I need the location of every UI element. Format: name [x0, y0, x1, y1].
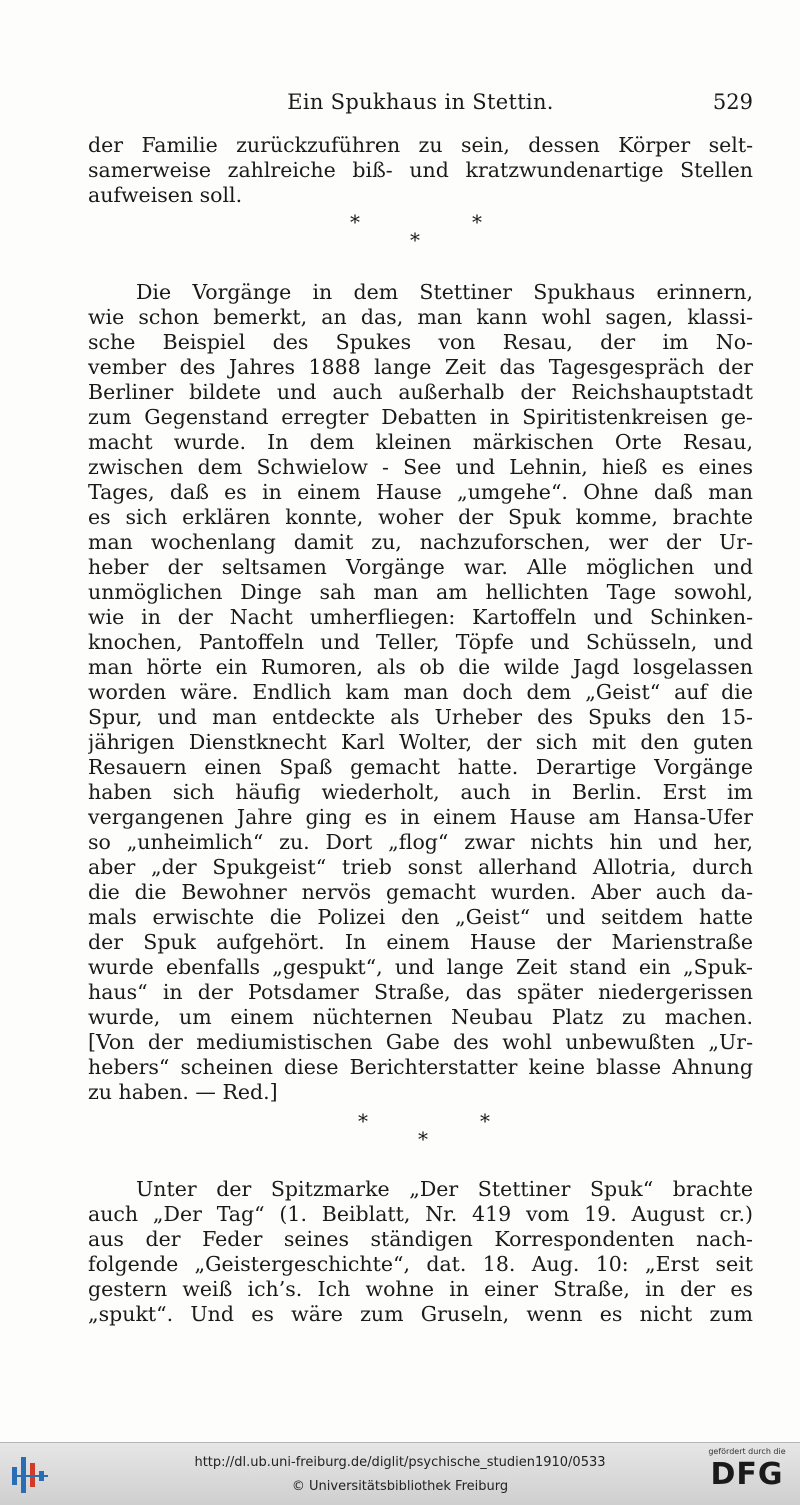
text-line: zum Gegenstand erregter Debatten in Spiritistenkreisen ge- — [88, 405, 753, 429]
text-line: aus der Feder seines ständigen Korrespondenten nach- — [88, 1227, 753, 1251]
text-line: Tages, daß es in einem Hause „umgehe“. Ohne daß man — [88, 480, 753, 504]
text-line: mals erwischte die Polizei den „Geist“ und seitdem hatte — [88, 905, 753, 929]
text-line: vergangenen Jahre ging es in einem Hause am Hansa-Ufer — [88, 805, 753, 829]
dfg-caption: gefördert durch die — [708, 1447, 786, 1456]
text-line: aufweisen soll. — [88, 183, 243, 207]
text-line: Die Vorgänge in dem Stettiner Spukhaus erinnern, — [136, 280, 753, 304]
text-line: haus“ in der Potsdamer Straße, das später niedergerissen — [88, 980, 753, 1004]
footer-bar — [0, 1442, 800, 1505]
text-line: zwischen dem Schwielow - See und Lehnin, hieß es eines — [88, 455, 753, 479]
footer-url[interactable]: http://dl.ub.uni-freiburg.de/diglit/psychische_studien1910/0533 — [194, 1455, 606, 1470]
text-line: aber „der Spukgeist“ trieb sonst allerhand Allotria, durch — [88, 855, 753, 879]
text-line: folgende „Geistergeschichte“, dat. 18. Aug. 10: „Erst seit — [88, 1252, 753, 1276]
text-line: wurde ebenfalls „gespukt“, und lange Zeit stand ein „Spuk- — [88, 955, 753, 979]
text-line: wie in der Nacht umherfliegen: Kartoffeln und Schinken- — [88, 605, 753, 629]
text-line: der Familie zurückzuführen zu sein, dessen Körper selt- — [88, 133, 753, 157]
section-separator — [88, 1105, 753, 1157]
dfg-logo — [702, 1447, 792, 1503]
separator-star: * — [410, 228, 420, 252]
text-line: unmöglichen Dinge sah man am hellichten Tage sowohl, — [88, 580, 753, 604]
text-line: heber der seltsamen Vorgänge war. Alle möglichen und — [88, 555, 753, 579]
paragraph-resau — [88, 280, 753, 1105]
paragraph-der-tag — [88, 1177, 753, 1327]
text-line: sche Beispiel des Spukes von Resau, der im No- — [88, 330, 753, 354]
text-line: man wochenlang damit zu, nachzuforschen, wer der Ur- — [88, 530, 753, 554]
section-separator — [88, 208, 753, 260]
text-line: Berliner bildete und auch außerhalb der Reichshauptstadt — [88, 380, 753, 404]
text-line: vember des Jahres 1888 lange Zeit das Tagesgespräch der — [88, 355, 753, 379]
text-line: Resauern einen Spaß gemacht hatte. Derartige Vorgänge — [88, 755, 753, 779]
text-line: wie schon bemerkt, an das, man kann wohl sagen, klassi- — [88, 305, 753, 329]
text-line: [Von der mediumistischen Gabe des wohl unbewußten „Ur- — [88, 1030, 753, 1054]
text-line: haben sich häufig wiederholt, auch in Berlin. Erst im — [88, 780, 753, 804]
separator-star: * — [418, 1127, 428, 1151]
text-line: auch „Der Tag“ (1. Beiblatt, Nr. 419 vom 19. August cr.) — [88, 1202, 753, 1226]
text-line: macht wurde. In dem kleinen märkischen Orte Resau, — [88, 430, 753, 454]
text-line: gestern weiß ich’s. Ich wohne in einer Straße, in der es — [88, 1277, 753, 1301]
text-line: jährigen Dienstknecht Karl Wolter, der sich mit den guten — [88, 730, 753, 754]
text-line: worden wäre. Endlich kam man doch dem „Geist“ auf die — [88, 680, 753, 704]
text-line: so „unheimlich“ zu. Dort „flog“ zwar nichts hin und her, — [88, 830, 753, 854]
separator-star: * — [350, 210, 360, 234]
text-line: Spur, und man entdeckte als Urheber des Spuks den 15- — [88, 705, 753, 729]
separator-star: * — [480, 1109, 490, 1133]
text-line: samerweise zahlreiche biß- und kratzwundenartige Stellen — [88, 158, 753, 182]
dfg-wordmark: DFG — [710, 1457, 784, 1492]
running-title: Ein Spukhaus in Stettin. — [287, 90, 554, 114]
text-line: man hörte ein Rumoren, als ob die wilde Jagd losgelassen — [88, 655, 753, 679]
separator-star: * — [358, 1109, 368, 1133]
text-line: der Spuk aufgehört. In einem Hause der Marienstraße — [88, 930, 753, 954]
text-line: knochen, Pantoffeln und Teller, Töpfe und Schüsseln, und — [88, 630, 753, 654]
text-line: „spukt“. Und es wäre zum Gruseln, wenn es nicht zum — [88, 1302, 753, 1326]
page-number: 529 — [712, 90, 753, 114]
text-line: es sich erklären konnte, woher der Spuk komme, brachte — [88, 505, 753, 529]
text-line: hebers“ scheinen diese Berichterstatter keine blasse Ahnung — [88, 1055, 753, 1079]
text-line: zu haben. — Red.] — [88, 1080, 278, 1104]
text-line: Unter der Spitzmarke „Der Stettiner Spuk“ brachte — [136, 1177, 753, 1201]
separator-star: * — [472, 210, 482, 234]
body-text — [88, 133, 753, 1327]
text-line: die die Bewohner nervös gemacht wurden. Aber auch da- — [88, 880, 753, 904]
paragraph-continuation — [88, 133, 753, 208]
text-line: wurde, um einem nüchternen Neubau Platz zu machen. — [88, 1005, 753, 1029]
page-header — [88, 90, 753, 120]
footer-copyright: © Universitätsbibliothek Freiburg — [291, 1479, 509, 1494]
